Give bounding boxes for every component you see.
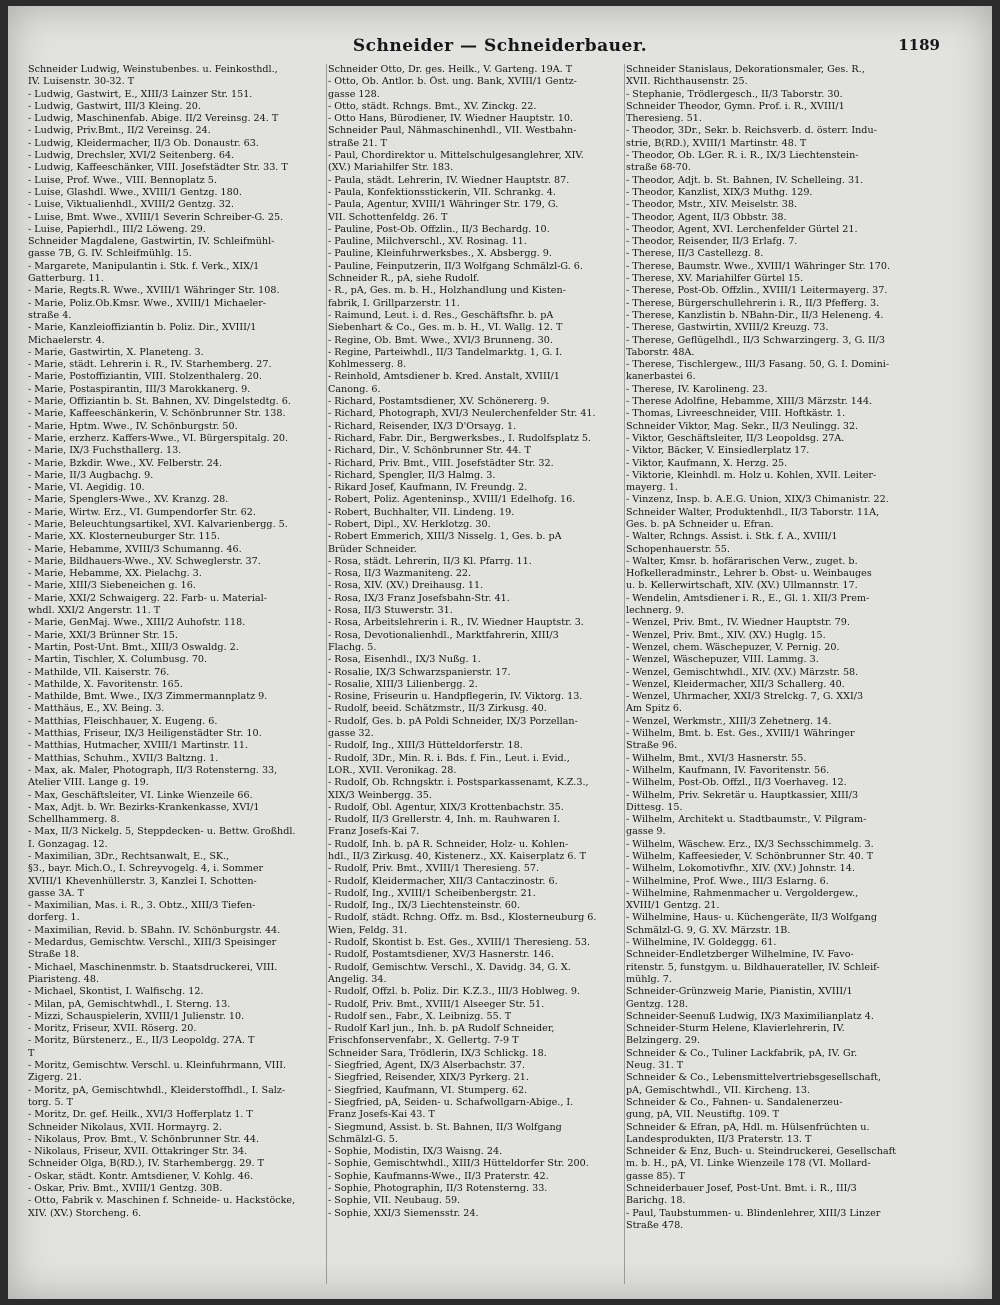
directory-entry-line: - Luise, Prof. Wwe., VIII. Bennoplatz 5. [28,174,217,186]
directory-entry-line: pA, Gemischtwhdl., VII. Kircheng. 13. [626,1084,811,1096]
directory-entry-line: - Sophie, VII. Neubaug. 59. [328,1195,461,1207]
directory-entry-line: - Moritz, Dr. gef. Heilk., XVI/3 Hofferplatz 1. T [28,1109,253,1121]
directory-entry-line: - Ludwig, Drechsler, XVI/2 Seitenberg. 64. [28,150,235,162]
directory-entry-line: - Wilhelm, Kaffeesieder, V. Schönbrunner Str. 40. T [626,851,874,862]
directory-entry-line: - Sophie, Gemischtwhdl., XIII/3 Hütteldorfer Str. 200. [328,1158,589,1170]
directory-entry-line: - Moritz, Gemischtw. Verschl. u. Kleinfuhrmann, VIII. [28,1060,287,1072]
directory-entry-line: - Therese, Bürgerschullehrerin i. R., II/3 Pfefferg. 3. [626,297,880,309]
directory-entry-line: Schneider-Endletzberger Wilhelmine, IV. Favo- [626,949,854,961]
directory-entry-line: Straße 18. [28,949,80,961]
directory-entry-line: Neug. 31. T [626,1060,684,1072]
directory-entry-line: - Therese, XV. Mariahilfer Gürtel 15. [626,273,804,285]
directory-entry-line: Franz Josefs-Kai 43. T [328,1109,435,1121]
directory-entry-line: - Marie, Hebamme, XX. Pielachg. 3. [28,568,202,580]
directory-entry-line: IV. Luisenstr. 30-32. T [28,76,135,88]
directory-entry-line: Schmälzl-G. 9, G. XV. Märzstr. 1B. [626,924,791,936]
directory-entry-line: - Regine, Parteiwhdl., II/3 Tandelmarktg. 1, G. I. [328,346,563,358]
directory-entry-line: - Therese, Tischlergew., III/3 Fasang. 50, G. I. Domini- [626,359,890,371]
column-right [626,64,922,1289]
directory-entry-line: - Raimund, Leut. i. d. Res., Geschäftsfhr. b. pA [328,309,554,321]
directory-entry-line: gasse 32. [328,728,374,740]
directory-entry-line: - Wilhelm, Lokomotivfhr., XIV. (XV.) Johnstr. 14. [626,863,855,875]
directory-entry-line: - Stephanie, Trödlergesch., II/3 Taborstr. 30. [626,88,843,100]
directory-entry-line: straße 68-70. [626,162,691,174]
directory-entry-line: - Richard, Spengler, II/3 Halmg. 3. [328,469,496,481]
directory-entry-line: - Oskar, städt. Kontr. Amtsdiener, V. Kohlg. 46. [28,1170,254,1182]
directory-entry-line: - Siegmund, Assist. b. St. Bahnen, II/3 Wolfgang [328,1121,562,1133]
directory-entry-line: - Theodor, 3Dr., Sekr. b. Reichsverb. d. österr. Indu- [626,125,877,137]
directory-entry-line: - Sophie, Photographin, II/3 Rotensterng. 33. [328,1183,548,1195]
directory-entry-line: - Wilhelmine, Rahmenmacher u. Vergoldergew., [626,887,859,899]
directory-entry-line: - Matthias, Friseur, IX/3 Heiligenstädter Str. 10. [28,728,262,740]
directory-entry-line: hdl., II/3 Zirkusg. 40, Kistenerz., XX. Kaiserplatz 6. T [328,851,587,862]
directory-entry-line: - Wenzel, Priv. Bmt., XIV. (XV.) Huglg. 15. [626,629,826,641]
directory-entry-line: - Marie, Regts.R. Wwe., XVIII/1 Währinger Str. 108. [28,285,280,297]
directory-entry-line: - Max, Geschäftsleiter, VI. Linke Wienzeile 66. [28,789,253,801]
directory-entry-line: gasse 7B, G. IV. Schleifmühlg. 15. [28,248,192,260]
directory-entry-line: - Otto, Ob. Antlor. b. Öst. ung. Bank, XVIII/1 Gentz- [328,76,577,88]
directory-entry-line: Schellhammerg. 8. [28,814,120,826]
column-divider [624,64,625,1284]
directory-entry-line: dorferg. 1. [28,912,80,924]
directory-entry-line: I. Gonzagag. 12. [28,838,108,850]
directory-entry-line: - Michael, Skontist, I. Walfischg. 12. [28,986,204,998]
directory-entry-line: - Marie, Beleuchtungsartikel, XVI. Kalvarienbergg. 5. [28,518,288,530]
directory-entry-line: - Moritz, pA, Gemischtwhdl., Kleiderstoffhdl., I. Salz- [28,1084,286,1096]
directory-entry-line: - Marie, Postoffiziantin, VIII. Stolzenthalerg. 20. [28,371,262,383]
directory-entry-line: - Michael, Maschinenmstr. b. Staatsdruckerei, VIII. [28,961,278,973]
directory-entry-line: - Rudolf, Ob. Rchngsktr. i. Postsparkassenamt, K.Z.3., [328,777,589,789]
directory-entry-line: - Siegfried, pA, Seiden- u. Schafwollgarn-Abige., I. [328,1096,574,1108]
directory-entry-line: Frischfonservenfabr., X. Gellertg. 7-9 T [328,1035,519,1047]
directory-entry-line: Schneider Walter, Produktenhdl., II/3 Taborstr. 11A, [626,506,880,518]
directory-entry-line: Schneider & Co., Fahnen- u. Sandalenerzeu- [626,1096,843,1108]
directory-entry-line: Franz Josefs-Kai 7. [328,826,420,838]
directory-entry-line: Gentzg. 128. [626,998,689,1010]
directory-entry-line: XVIII/1 Khevenhüllerstr. 3, Kanzlei I. Schotten- [28,875,257,887]
directory-entry-line: - Wilhelmine, IV. Goldeggg. 61. [626,937,777,949]
directory-entry-line: - Luise, Glashdl. Wwe., XVIII/1 Gentzg. 180. [28,186,242,198]
directory-entry-line: Am Spitz 6. [626,703,682,715]
directory-entry-line: - Nikolaus, Friseur, XVII. Ottakringer Str. 34. [28,1146,248,1158]
directory-entry-line: - Richard, Dir., V. Schönbrunner Str. 44. T [328,445,531,457]
directory-entry-line: - Mathilde, X. Favoritenstr. 165. [28,678,183,690]
directory-entry-line: - Regine, Ob. Bmt. Wwe., XVI/3 Brunneng. 30. [328,334,553,346]
directory-entry-line: mayerg. 1. [626,482,678,494]
page-title: Schneider — Schneiderbauer. [352,36,648,56]
directory-entry-line: - Rosa, Eisenhdl., IX/3 Nußg. 1. [328,654,481,666]
directory-entry-line: XVII. Richthausenstr. 25. [626,76,748,88]
directory-entry-line: §3., bayr. Mich.O., I. Schreyvogelg. 4, i. Sommer [28,863,264,875]
directory-entry-line: - Therese, IV. Karolineng. 23. [626,383,768,395]
directory-entry-line: - Wenzel, chem. Wäschepuzer, V. Pernig. 20. [626,641,840,653]
directory-entry-line: Canong. 6. [328,383,381,395]
directory-entry-line: - Wenzel, Gemischtwhdl., XIV. (XV.) Märzstr. 58. [626,666,859,678]
directory-entry-line: - Rudolf, Priv. Bmt., XVIII/1 Theresieng. 57. [328,863,540,875]
directory-entry-line: - Wenzel, Uhrmacher, XXI/3 Strelckg. 7, G. XXI/3 [626,691,864,703]
directory-entry-line: Schmälzl-G. 5. [328,1133,398,1145]
directory-entry-line: - Mathilde, Bmt. Wwe., IX/3 Zimmermannplatz 9. [28,691,268,703]
directory-entry-line: XIV. (XV.) Storcheng. 6. [28,1207,142,1219]
directory-entry-line: - Otto, Fabrik v. Maschinen f. Schneide- u. Hackstöcke, [28,1195,296,1207]
directory-entry-line: - Therese Adolfine, Hebamme, XIII/3 Märzstr. 144. [626,396,873,408]
directory-entry-line: - Pauline, Post-Ob. Offzlin., II/3 Bechardg. 10. [328,223,550,235]
directory-entry-line: - Rosa, Devotionalienhdl., Marktfahrerin, XIII/3 [328,629,559,641]
directory-entry-line: gasse 128. [328,88,380,100]
directory-entry-line: - Reinhold, Amtsdiener b. Kred. Anstalt, XVIII/1 [328,371,560,383]
directory-entry-line: - Wenzel, Priv. Bmt., IV. Wiedner Hauptstr. 79. [626,617,850,629]
directory-entry-line: - Matthias, Hutmacher, XVIII/1 Martinstr. 11. [28,740,249,752]
directory-entry-line: - Rudolf Karl jun., Inh. b. pA Rudolf Schneider, [328,1023,555,1035]
directory-entry-line: straße 4. [28,309,72,321]
directory-entry-line: - Wilhelm, Post-Ob. Offzl., II/3 Voerhaveg. 12. [626,777,847,789]
directory-entry-line: XIX/3 Weinbergg. 35. [328,789,432,801]
directory-entry-line: VII. Schottenfeldg. 26. T [328,211,448,223]
directory-entry-line: - Marie, Offiziantin b. St. Bahnen, XV. Dingelstedtg. 6. [28,396,291,408]
directory-entry-line: whdl. XXI/2 Angerstr. 11. T [28,605,161,617]
directory-entry-line: - Maximilian, Mas. i. R., 3. Obtz., XIII/3 Tiefen- [28,900,256,912]
directory-entry-line: - Marie, VI. Aegidig. 10. [28,482,145,494]
directory-entry-line: - Rosa, städt. Lehrerin, II/3 Kl. Pfarrg. 11. [328,555,532,567]
directory-entry-line: - Rudolf, Skontist b. Est. Ges., XVIII/1 Theresieng. 53. [328,937,590,949]
directory-entry-line: Schneider & Enz, Buch- u. Steindruckerei, Gesellschaft [626,1146,897,1158]
directory-entry-line: Landesprodukten, II/3 Praterstr. 13. T [626,1133,812,1145]
directory-entry-line: Schneider-Seenuß Ludwig, IX/3 Maximilianplatz 4. [626,1010,874,1022]
directory-entry-line: - Max, ak. Maler, Photograph, II/3 Rotensterng. 33, [28,764,278,776]
directory-entry-line: Schneider Olga, B(RD.), IV. Starhembergg. 29. T [28,1158,264,1170]
directory-entry-line: - Richard, Priv. Bmt., VIII. Josefstädter Str. 32. [328,457,554,469]
directory-entry-line: - Richard, Fabr. Dir., Bergwerksbes., I. Rudolfsplatz 5. [328,432,591,444]
directory-entry-line: (XV.) Mariahilfer Str. 183. [328,162,454,174]
directory-entry-line: - Viktor, Kaufmann, X. Herzg. 25. [626,457,788,469]
directory-entry-line: Ges. b. pA Schneider u. Efran. [626,518,774,530]
directory-entry-line: - Ludwig, Kaffeeschänker, VIII. Josefstädter Str. 33. T [28,162,288,174]
column-middle [328,64,624,1289]
directory-entry-line: - Wenzel, Kleidermacher, XII/3 Schallerg. 40. [626,678,845,690]
directory-entry-line: - Marie, Hptm. Wwe., IV. Schönburgstr. 50. [28,420,238,432]
directory-entry-line: - Rudolf, Inh. b. pA R. Schneider, Holz- u. Kohlen- [328,838,569,850]
directory-entry-line: Atelier VIII. Lange g. 19. [28,777,149,789]
directory-entry-line: - Wilhelm, Wäschew. Erz., IX/3 Sechsschimmelg. 3. [626,838,874,850]
directory-entry-line: - Medardus, Gemischtw. Verschl., XIII/3 Speisinger [28,937,277,949]
directory-entry-line: - Wilhelm, Architekt u. Stadtbaumstr., V. Pilgram- [626,814,867,826]
directory-entry-line: - Rosa, Arbeitslehrerin i. R., IV. Wiedner Hauptstr. 3. [328,617,584,629]
directory-entry-line: Taborstr. 48A. [626,346,695,358]
directory-entry-line: - Martin, Post-Unt. Bmt., XIII/3 Oswaldg. 2. [28,641,239,653]
directory-entry-line: - Marie, XX. Klosterneuburger Str. 115. [28,531,220,543]
directory-entry-line: - Sophie, Kaufmanns-Wwe., II/3 Praterstr. 42. [328,1170,549,1182]
directory-entry-line: Schneider & Co., Tuliner Lackfabrik, pA, IV. Gr. [626,1047,858,1059]
directory-entry-line: - Mathilde, VII. Kaiserstr. 76. [28,666,170,678]
directory-entry-line: - Rosalie, XIII/3 Lilienbergg. 2. [328,678,478,690]
directory-entry-line: - Maximilian, Revid. b. SBahn. IV. Schönburgstr. 44. [28,924,281,936]
directory-entry-line: - Rudolf, Ing., IX/3 Liechtensteinstr. 60. [328,900,521,912]
directory-entry-line: - Marie, Kaffeeschänkerin, V. Schönbrunner Str. 138. [28,408,286,420]
directory-entry-line: - Luise, Viktualienhdl., XVIII/2 Gentzg. 32. [28,199,234,211]
directory-entry-line: - Theodor, Reisender, II/3 Erlafg. 7. [626,236,798,248]
directory-entry-line: - Theodor, Kanzlist, XIX/3 Muthg. 129. [626,186,813,198]
directory-entry-line: lechnerg. 9. [626,605,685,617]
directory-entry-line: gasse 9. [626,826,666,838]
directory-entry-line: - Robert, Buchhalter, VII. Lindeng. 19. [328,506,515,518]
directory-entry-line: - Therese, Kanzlistin b. NBahn-Dir., II/3 Heleneng. 4. [626,309,884,321]
directory-entry-line: - Pauline, Milchverschl., XV. Rosinag. 11. [328,236,527,248]
directory-entry-line: - Marie, GenMaj. Wwe., XIII/2 Auhofstr. 118. [28,617,246,629]
directory-entry-line: - Richard, Postamtsdiener, XV. Schönererg. 9. [328,396,550,408]
directory-entry-line: - Robert, Poliz. Agenteninsp., XVIII/1 Edelhofg. 16. [328,494,576,506]
directory-entry-line: - Maximilian, 3Dr., Rechtsanwalt, E., SK., [28,851,230,862]
directory-entry-line: - Pauline, Feinputzerin, II/3 Wolfgang Schmälzl-G. 6. [328,260,583,272]
directory-entry-line: Schneiderbauer Josef, Post-Unt. Bmt. i. R., III/3 [626,1183,857,1195]
directory-entry-line: - Paula, städt. Lehrerin, IV. Wiedner Hauptstr. 87. [328,174,570,186]
directory-entry-line: Schneider-Sturm Helene, Klavierlehrerin, IV. [626,1023,845,1035]
directory-entry-line: - Theodor, Mstr., XIV. Meiselstr. 38. [626,199,798,211]
directory-entry-line: - Max, II/3 Nickelg. 5, Steppdecken- u. Bettw. Großhdl. [28,826,296,838]
directory-entry-line: - Robert Emmerich, XIII/3 Nisselg. 1, Ges. b. pA [328,531,562,543]
directory-entry-line: - Walter, Kmsr. b. hofärarischen Verw., zuget. b. [626,555,858,567]
directory-entry-line: - Marie, II/3 Augbachg. 9. [28,469,154,481]
directory-entry-line: - Rudolf, Ing., XVIII/1 Scheibenbergstr. 21. [328,887,536,899]
directory-entry-line: Piaristeng. 48. [28,973,100,985]
directory-entry-line: Dittesg. 15. [626,801,683,813]
directory-entry-line: - Rosa, IX/3 Franz Josefsbahn-Str. 41. [328,592,510,604]
directory-entry-line: - Mizzi, Schauspielerin, XVIII/1 Julienstr. 10. [28,1010,245,1022]
directory-entry-line: - Rosa, II/3 Wazmaniteng. 22. [328,568,472,580]
directory-entry-line: Schneider Otto, Dr. ges. Heilk., V. Garteng. 19A. T [328,64,573,75]
directory-entry-line: - Wilhelm, Priv. Sekretär u. Hauptkassier, XIII/3 [626,789,859,801]
directory-entry-line: Schneider Magdalene, Gastwirtin, IV. Schleifmühl- [28,236,275,248]
directory-entry-line: - Wenzel, Wäschepuzer, VIII. Lammg. 3. [626,654,819,666]
directory-entry-line: Straße 478. [626,1219,684,1231]
directory-entry-line: - Rudolf, 3Dr., Min. R. i. Bds. f. Fin., Leut. i. Evid., [328,752,570,764]
directory-entry-line: - Rudolf sen., Fabr., X. Leibnizg. 55. T [328,1010,512,1022]
directory-entry-line: - Paul, Chordirektor u. Mittelschulgesanglehrer, XIV. [328,150,584,162]
directory-entry-line: - Rudolf, Ges. b. pA Poldi Schneider, IX/3 Porzellan- [328,715,578,727]
directory-entry-line: - Margarete, Manipulantin i. Stk. f. Verk., XIX/1 [28,260,260,272]
directory-entry-line: fabrik, I. Grillparzerstr. 11. [328,297,460,309]
directory-entry-line: Wien, Feldg. 31. [328,924,408,936]
directory-entry-line: - Ludwig, Priv.Bmt., II/2 Vereinsg. 24. [28,125,211,137]
directory-entry-line: - Rudolf, beeid. Schätzmstr., II/3 Zirkusg. 40. [328,703,547,715]
directory-entry-line: - Luise, Papierhdl., III/2 Löweng. 29. [28,223,206,235]
directory-entry-line: mühlg. 7. [626,973,672,985]
directory-entry-line: Barichg. 18. [626,1195,686,1207]
directory-entry-line: - Marie, Bzkdir. Wwe., XV. Felberstr. 24. [28,457,223,469]
directory-entry-line: - Marie, erzherz. Kaffers-Wwe., VI. Bürgerspitalg. 20. [28,432,288,444]
directory-entry-line: - Therese, Post-Ob. Offzlin., XVIII/1 Leitermayerg. 37. [626,285,888,297]
directory-entry-line: - Walter, Rchngs. Assist. i. Stk. f. A., XVIII/1 [626,531,838,543]
directory-entry-line: Schneider Stanislaus, Dekorationsmaler, Ges. R., [626,64,865,75]
directory-entry-line: Gatterburg. 11. [28,273,104,285]
directory-entry-line: Schneider Viktor, Mag. Sekr., II/3 Neulingg. 32. [626,420,859,432]
directory-entry-line: - Wilhelmine, Prof. Wwe., III/3 Eslarng. 6. [626,875,829,887]
directory-entry-line: - Richard, Photograph, XVI/3 Neulerchenfelder Str. 41. [328,408,596,420]
directory-entry-line: - Therese, Gastwirtin, XVIII/2 Kreuzg. 73. [626,322,829,334]
directory-entry-line: - Marie, Gastwirtin, X. Planeteng. 3. [28,346,204,358]
directory-entry-line: - Paula, Konfektionsstickerin, VII. Schrankg. 4. [328,186,556,198]
directory-entry-line: Michaelerstr. 4. [28,334,105,346]
directory-entry-line: Schneider Paul, Nähmaschinenhdl., VII. Westbahn- [328,125,577,137]
directory-entry-line: - Marie, Spenglers-Wwe., XV. Kranzg. 28. [28,494,229,506]
directory-entry-line: - Martin, Tischler, X. Columbusg. 70. [28,654,208,666]
directory-entry-line: u. b. Kellerwirtschaft, XIV. (XV.) Ullmannstr. 17. [626,580,858,592]
directory-entry-line: - Paula, Agentur, XVIII/1 Währinger Str. 179, G. [328,199,559,211]
directory-entry-line: Schopenhauerstr. 55. [626,543,730,555]
directory-entry-line: Schneider & Co., Lebensmittelvertriebsgesellschaft, [626,1072,881,1084]
directory-entry-line: - Theodor, Adjt. b. St. Bahnen, IV. Schelleing. 31. [626,174,864,186]
directory-entry-line: kanerbastei 6. [626,371,696,383]
directory-entry-line: - Thomas, Livreeschneider, VIII. Hoftkästr. 1. [626,408,846,420]
directory-entry-line: - Max, Adjt. b. Wr. Bezirks-Krankenkasse, XVI/1 [28,801,260,813]
directory-entry-line: - Matthias, Schuhm., XVII/3 Baltzng. 1. [28,752,219,764]
directory-entry-line: - Rosalie, IX/3 Schwarzspanierstr. 17. [328,666,511,678]
directory-entry-line: - Siegfried, Agent, IX/3 Alserbachstr. 37. [328,1060,526,1072]
directory-entry-line: - Siegfried, Kaufmann, VI. Stumperg. 62. [328,1084,528,1096]
directory-entry-line: Siebenhart & Co., Ges. m. b. H., VI. Wallg. 12. T [328,322,563,334]
directory-entry-line: - Wilhelm, Bmt., XVI/3 Hasnerstr. 55. [626,752,807,764]
directory-entry-line: Schneider & Efran, pA, Hdl. m. Hülsenfrüchten u. [626,1121,870,1133]
directory-entry-line: - Ludwig, Gastwirt, E., XIII/3 Lainzer Str. 151. [28,88,253,100]
directory-entry-line: XVIII/1 Gentzg. 21. [626,900,720,912]
directory-entry-line: Zigerg. 21. [28,1072,82,1084]
directory-entry-line: - Paul, Taubstummen- u. Blindenlehrer, XIII/3 Linzer [626,1207,881,1219]
directory-entry-line: T [28,1047,35,1059]
directory-entry-line: - Wenzel, Werkmstr., XIII/3 Zehetnerg. 14. [626,715,832,727]
directory-entry-line: - R., pA, Ges. m. b. H., Holzhandlung und Kisten- [328,285,566,297]
directory-entry-line: - Marie, Wirtw. Erz., VI. Gumpendorfer Str. 62. [28,506,256,518]
directory-entry-line: - Marie, IX/3 Fuchsthallerg. 13. [28,445,182,457]
directory-entry-line: - Nikolaus, Prov. Bmt., V. Schönbrunner Str. 44. [28,1133,260,1145]
directory-entry-line: - Marie, Hebamme, XVIII/3 Schumanng. 46. [28,543,242,555]
directory-entry-line: gasse 3A. T [28,887,84,899]
directory-entry-line: - Rudolf, Ing., XIII/3 Hütteldorferstr. 18. [328,740,523,752]
directory-entry-line: Schneider-Grünzweig Marie, Pianistin, XVIII/1 [626,986,853,998]
directory-entry-line: - Oskar, Priv. Bmt., XVIII/1 Gentzg. 30B. [28,1183,223,1195]
directory-entry-line: - Viktor, Geschäftsleiter, II/3 Leopoldsg. 27A. [626,432,845,444]
directory-entry-line: - Ludwig, Gastwirt, III/3 Kleing. 20. [28,100,201,112]
directory-entry-line: - Wendelin, Amtsdiener i. R., E., Gl. 1. XII/3 Prem- [626,592,870,604]
directory-entry-line: strie, B(RD.), XVIII/1 Martinstr. 48. T [626,137,807,149]
directory-entry-line: - Matthias, Fleischhauer, X. Eugeng. 6. [28,715,218,727]
directory-entry-line: - Marie, XIII/3 Siebeneichen g. 16. [28,580,196,592]
directory-entry-line: Theresieng. 51. [626,113,702,125]
directory-entry-line: - Wilhelm, Bmt. b. Est. Ges., XVIII/1 Währinger [626,728,855,740]
directory-entry-line: Brüder Schneider. [328,543,417,555]
directory-entry-line: - Marie, Postaspirantin, III/3 Marokkanerg. 9. [28,383,251,395]
directory-entry-line: - Marie, Poliz.Ob.Kmsr. Wwe., XVIII/1 Michaeler- [28,297,267,309]
directory-entry-line: - Therese, Baumstr. Wwe., XVIII/1 Währinger Str. 170. [626,260,891,272]
directory-entry-line: - Otto Hans, Bürodiener, IV. Wiedner Hauptstr. 10. [328,113,574,125]
directory-entry-line: - Ludwig, Kleidermacher, II/3 Ob. Donaustr. 63. [28,137,259,149]
directory-entry-line: gung, pA, VII. Neustiftg. 109. T [626,1109,780,1121]
directory-entry-line: Schneider Ludwig, Weinstubenbes. u. Feinkosthdl., [28,64,278,75]
column-divider [326,64,327,1284]
page-header [8,36,992,58]
directory-entry-line: - Sophie, Modistin, IX/3 Waisng. 24. [328,1146,503,1158]
directory-entry-line: - Marie, Bildhauers-Wwe., XV. Schweglerstr. 37. [28,555,261,567]
directory-entry-line: - Rosa, II/3 Stuwerstr. 31. [328,605,453,617]
directory-entry-line: - Theodor, Agent, II/3 Obbstr. 38. [626,211,787,223]
directory-entry-line: - Theodor, Ob. LGer. R. i. R., IX/3 Liechtenstein- [626,150,859,162]
directory-entry-line: - Marie, XXI/3 Brünner Str. 15. [28,629,178,641]
directory-entry-line: - Otto, städt. Rchngs. Bmt., XV. Zinckg. 22. [328,100,537,112]
directory-entry-line: - Rudolf, Obl. Agentur, XIX/3 Krottenbachstr. 35. [328,801,564,813]
directory-entry-line: - Theodor, Agent, XVI. Lerchenfelder Gürtel 21. [626,223,858,235]
directory-entry-line: LOR., XVII. Veronikag. 28. [328,764,457,776]
directory-entry-line: - Marie, Kanzleioffiziantin b. Poliz. Dir., XVIII/1 [28,322,257,334]
directory-entry-line: - Moritz, Friseur, XVII. Röserg. 20. [28,1023,197,1035]
directory-entry-line: - Matthäus, E., XV. Being. 3. [28,703,165,715]
directory-entry-line: - Therese, II/3 Castellezg. 8. [626,248,764,260]
directory-entry-line: - Luise, Bmt. Wwe., XVIII/1 Severin Schreiber-G. 25. [28,211,284,223]
directory-entry-line: - Rudolf, Priv. Bmt., XVIII/1 Alseeger Str. 51. [328,998,545,1010]
directory-entry-line: Flachg. 5. [328,641,377,653]
directory-entry-line: - Pauline, Kleinfuhrwerksbes., X. Absbergg. 9. [328,248,552,260]
directory-entry-line: - Viktor, Bäcker, V. Einsiedlerplatz 17. [626,445,810,457]
directory-entry-line: - Rosa, XIV. (XV.) Dreihausg. 11. [328,580,484,592]
directory-entry-line: Schneider Theodor, Gymn. Prof. i. R., XVIII/1 [626,100,845,112]
directory-entry-line: - Rudolf, Kleidermacher, XII/3 Cantaczinostr. 6. [328,875,558,887]
directory-entry-line: - Robert, Dipl., XV. Herklotzg. 30. [328,518,491,530]
directory-entry-line: Kohlmesserg. 8. [328,359,407,371]
column-left [28,64,324,1289]
directory-entry-line: - Viktorie, Kleinhdl. m. Holz u. Kohlen, XVII. Leiter- [626,469,877,481]
directory-entry-line: Straße 96. [626,740,678,752]
directory-entry-line: - Wilhelm, Kaufmann, IV. Favoritenstr. 56. [626,764,830,776]
directory-entry-line: - Sophie, XXI/3 Siemensstr. 24. [328,1207,479,1219]
directory-entry-line: - Marie, städt. Lehrerin i. R., IV. Starhemberg. 27. [28,359,272,371]
directory-page [8,6,992,1299]
directory-entry-line: - Rikard Josef, Kaufmann, IV. Freundg. 2. [328,482,528,494]
directory-entry-line: - Rudolf, städt. Rchng. Offz. m. Bsd., Klosterneuburg 6. [328,912,597,924]
directory-entry-line: - Rudolf, Gemischtw. Verschl., X. Davidg. 34, G. X. [328,961,571,973]
directory-entry-line: - Rudolf, Offzl. b. Poliz. Dir. K.Z.3., III/3 Hoblweg. 9. [328,986,581,998]
directory-entry-line: Schneider R., pA, siehe Rudolf. [328,273,480,285]
directory-entry-line: - Milan, pA, Gemischtwhdl., I. Sterng. 13. [28,998,231,1010]
directory-entry-line: - Vinzenz, Insp. b. A.E.G. Union, XIX/3 Chimanistr. 22. [626,494,889,506]
directory-entry-line: Angelig. 34. [328,973,387,985]
directory-entry-line: - Wilhelmine, Haus- u. Küchengeräte, II/3 Wolfgang [626,912,877,924]
directory-entry-line: ritenstr. 5, funstgym. u. Bildhauerateller, IV. Schleif- [626,961,880,973]
directory-entry-line: - Ludwig, Maschinenfab. Abige. II/2 Vereinsg. 24. T [28,113,279,125]
directory-entry-line: - Rosine, Friseurin u. Handpflegerin, IV. Viktorg. 13. [328,691,583,703]
directory-entry-line: - Siegfried, Reisender, XIX/3 Pyrkerg. 21. [328,1072,529,1084]
directory-entry-line: - Moritz, Bürstenerz., E., II/3 Leopoldg. 27A. T [28,1035,255,1047]
directory-entry-line: Schneider Sara, Trödlerin, IX/3 Schlickg. 18. [328,1047,547,1059]
directory-entry-line: Belzingerg. 29. [626,1035,701,1047]
directory-entry-line: torg. 5. T [28,1096,74,1108]
directory-entry-line: m. b. H., pA, VI. Linke Wienzeile 178 (VI. Mollard- [626,1158,871,1170]
directory-entry-line: - Therese, Geflügelhdl., II/3 Schwarzingerg. 3, G. II/3 [626,334,885,346]
directory-entry-line: - Richard, Reisender, IX/3 D'Orsayg. 1. [328,420,517,432]
directory-entry-line: straße 21. T [328,137,387,149]
directory-entry-line: - Marie, XXI/2 Schwaigerg. 22. Farb- u. Material- [28,592,267,604]
directory-entry-line: Schneider Nikolaus, XVII. Hormayrg. 2. [28,1121,222,1133]
directory-entry-line: Hofkelleradminstr., Lehrer b. Obst- u. Weinbauges [626,568,872,580]
directory-entry-line: - Rudolf, II/3 Grellerstr. 4, Inh. m. Rauhwaren I. [328,814,561,826]
page-number: 1189 [898,36,940,54]
directory-entry-line: - Rudolf, Postamtsdiener, XV/3 Hasnerstr. 146. [328,949,554,961]
directory-entry-line: gasse 85). T [626,1170,685,1182]
